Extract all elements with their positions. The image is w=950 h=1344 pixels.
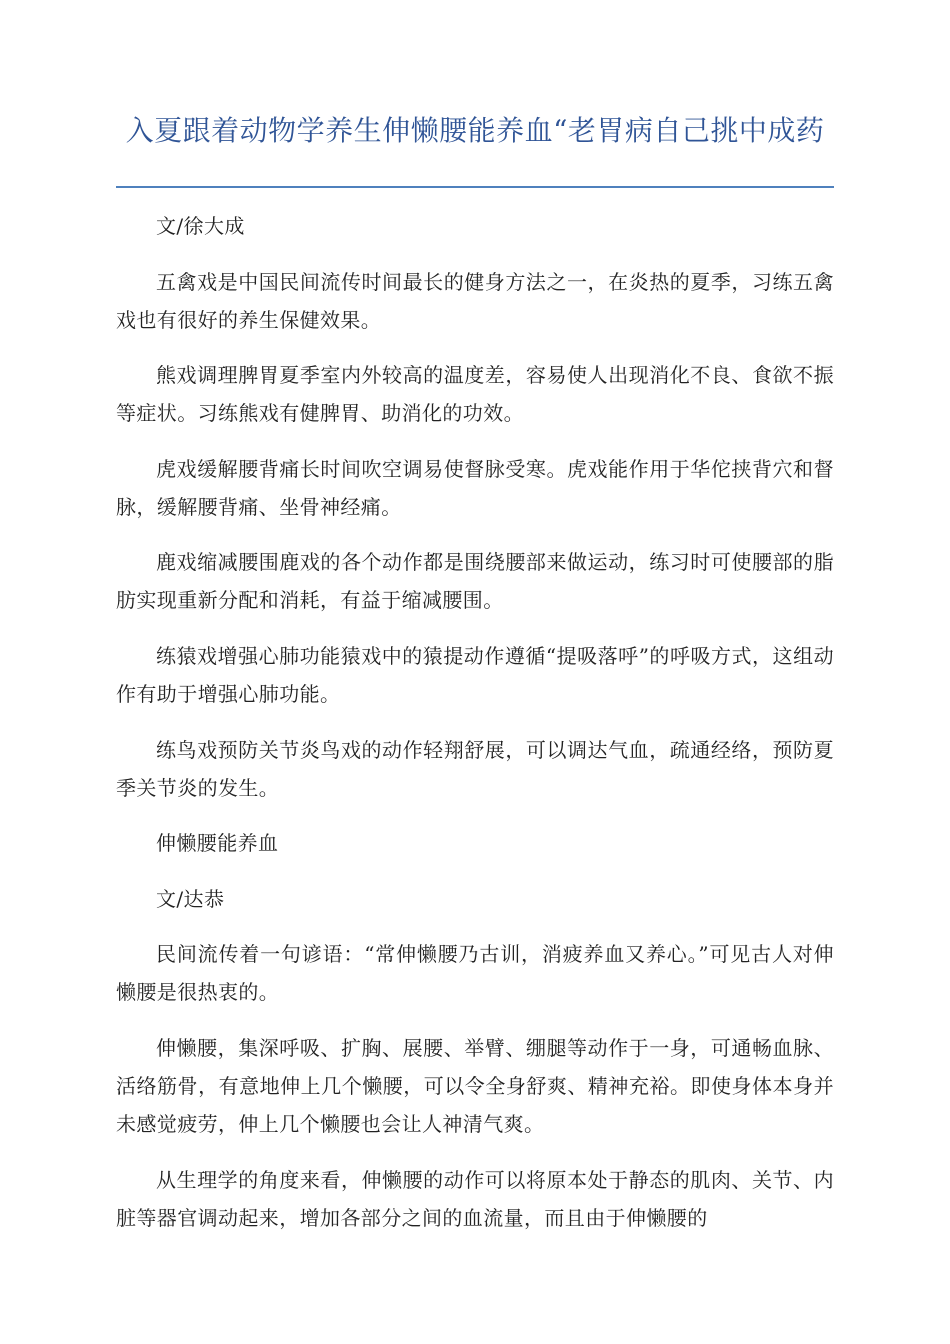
body-paragraph: 熊戏调理脾胃夏季室内外较高的温度差，容易使人出现消化不良、食欲不振等症状。习练熊戏有健脾胃、助消化的功效。	[116, 363, 834, 426]
section-heading-paragraph: 伸懒腰能养血	[156, 831, 279, 856]
byline-paragraph: 文/达恭	[156, 886, 225, 911]
body-paragraph: 从生理学的角度来看，伸懒腰的动作可以将原本处于静态的肌肉、关节、内脏等器官调动起来，增加各部分之间的血流量，而且由于伸懒腰的	[116, 1167, 834, 1230]
body-paragraph: 练鸟戏预防关节炎鸟戏的动作轻翔舒展，可以调达气血，疏通经络，预防夏季关节炎的发生。	[116, 737, 834, 800]
body-paragraph: 虎戏缓解腰背痛长时间吹空调易使督脉受寒。虎戏能作用于华佗挟背穴和督脉，缓解腰背痛、坐骨神经痛。	[116, 456, 834, 519]
body-paragraph: 民间流传着一句谚语：“常伸懒腰乃古训，消疲养血又养心。”可见古人对伸懒腰是很热衷的。	[116, 942, 834, 1005]
title-underline	[116, 186, 834, 188]
byline-paragraph: 文/徐大成	[156, 214, 245, 238]
body-paragraph: 练猿戏增强心肺功能猿戏中的猿提动作遵循“提吸落呼”的呼吸方式，这组动作有助于增强心肺功能。	[116, 643, 834, 706]
body-paragraph: 伸懒腰，集深呼吸、扩胸、展腰、举臂、绷腿等动作于一身，可通畅血脉、活络筋骨，有意地伸上几个懒腰，可以令全身舒爽、精神充裕。即使身体本身并未感觉疲劳，伸上几个懒腰也会让人神清气爽。	[116, 1035, 834, 1136]
body-paragraph: 五禽戏是中国民间流传时间最长的健身方法之一，在炎热的夏季，习练五禽戏也有很好的养生保健效果。	[116, 269, 834, 332]
document-title: 入夏跟着动物学养生伸懒腰能养血“老胃病自己挑中成药	[125, 114, 825, 147]
document-body	[116, 207, 834, 1254]
body-paragraph: 鹿戏缩减腰围鹿戏的各个动作都是围绕腰部来做运动，练习时可使腰部的脂肪实现重新分配和消耗，有益于缩减腰围。	[116, 550, 834, 613]
